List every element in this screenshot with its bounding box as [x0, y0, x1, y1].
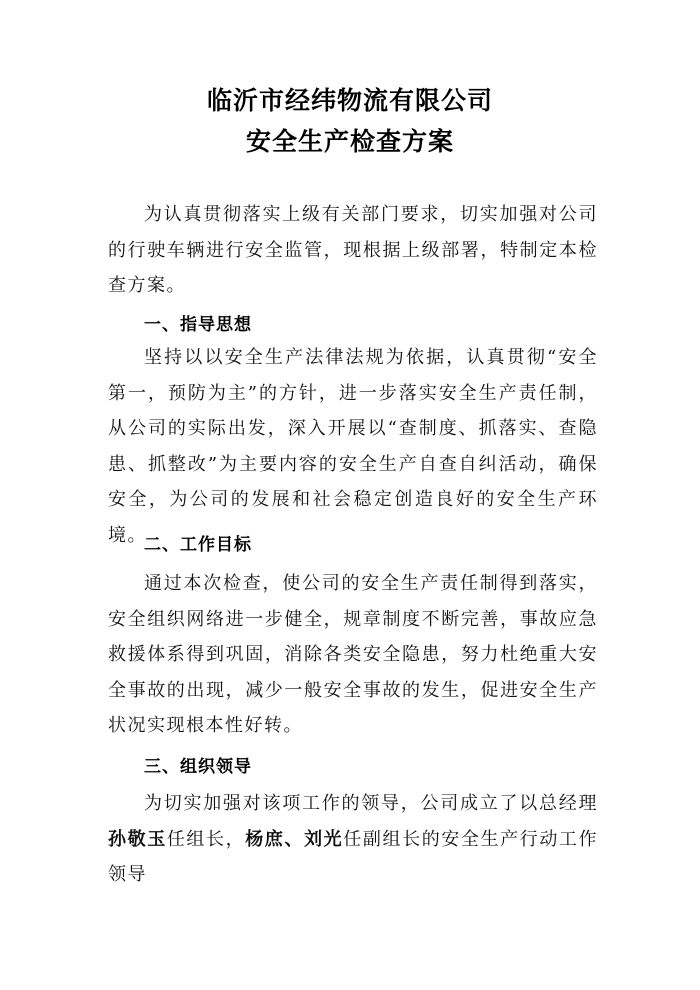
org-text-3: 任副组长的安全生产行动工作领导: [108, 828, 599, 885]
section-heading-organization: 三、组织领导: [144, 757, 252, 777]
section-body-organization: [108, 786, 598, 893]
intro-paragraph: 为认真贯彻落实上级有关部门要求，切实加强对公司的行驶车辆进行安全监管，现根据上级部署，特制定本检查方案。: [108, 204, 598, 296]
section-body-work-goals: 通过本次检查，使公司的安全生产责任制得到落实，安全组织网络进一步健全，规章制度不断完善，事故应急救援体系得到巩固，消除各类安全隐患，努力杜绝重大安全事故的出现，减少一般安全事故的发生，促进安全生产状况实现根本性好转。: [108, 573, 598, 736]
deputy-separator: 、: [284, 828, 305, 850]
section-heading-work-goals: 二、工作目标: [144, 535, 252, 555]
document-title: 安全生产检查方案: [245, 127, 454, 156]
deputy-name-1: 杨庶: [245, 828, 285, 850]
section-body-guiding-ideology: 坚持以以安全生产法律法规为依据，认真贯彻“安全第一，预防为主”的方针，进一步落实安全生产责任制，从公司的实际出发，深入开展以“查制度、抓落实、查隐患、抓整改”为主要内容的安全生产自查自纠活动，确保安全，为公司的发展和社会稳定创造良好的安全生产环境。: [108, 347, 598, 546]
company-title: 临沂市经纬物流有限公司: [206, 86, 493, 115]
leader-name: 孙敬玉: [108, 828, 167, 850]
deputy-name-2: 刘光: [304, 828, 344, 850]
org-text-1: 为切实加强对该项工作的领导，公司成立了以总经理: [144, 793, 598, 814]
org-text-2: 任组长，: [166, 828, 246, 850]
section-heading-guiding-ideology: 一、指导思想: [144, 315, 252, 335]
